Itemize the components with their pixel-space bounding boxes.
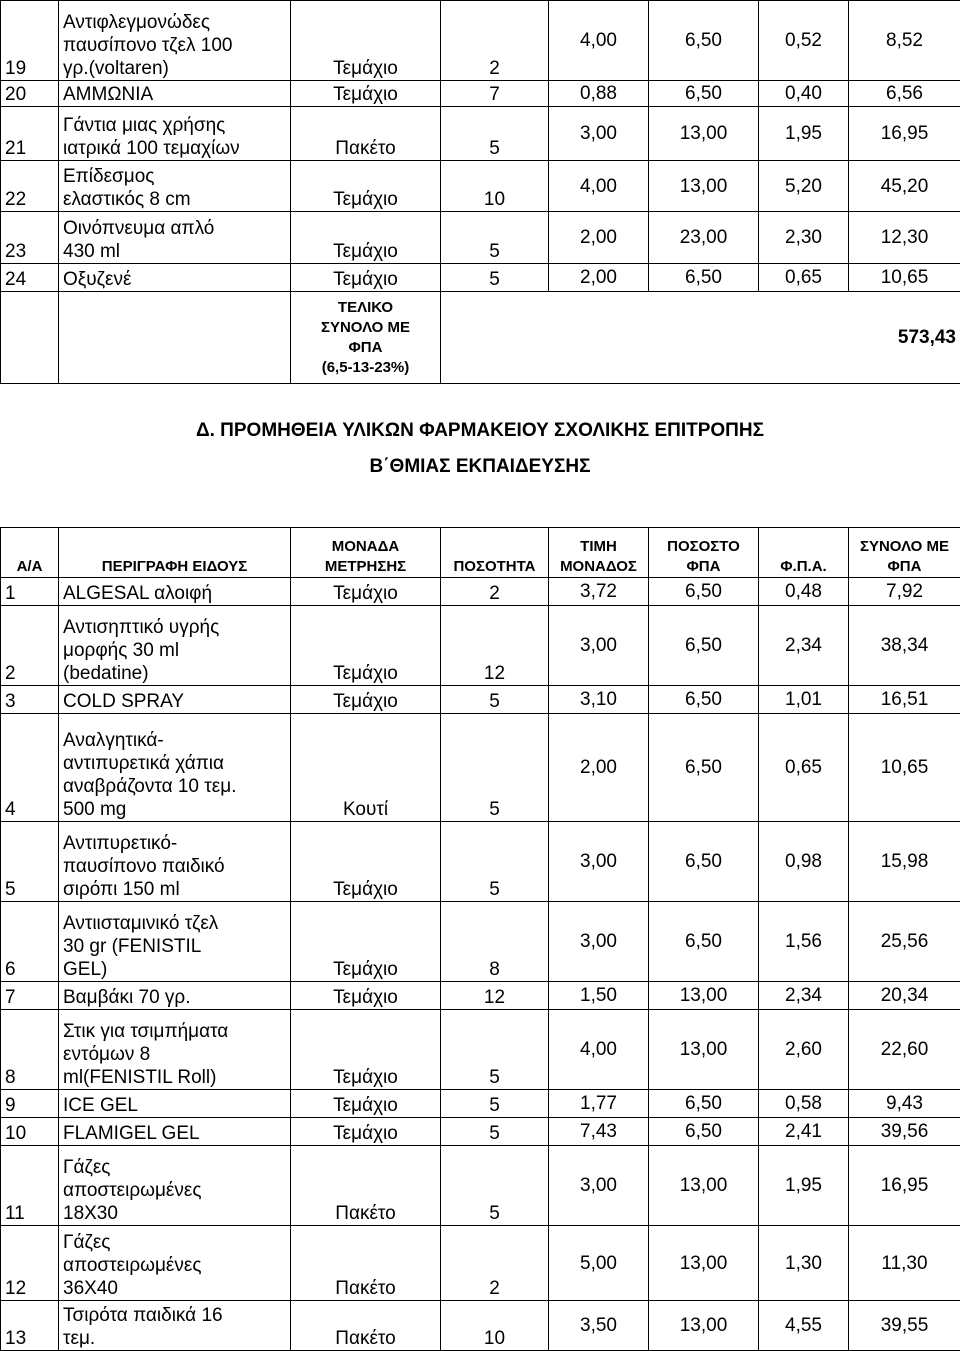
table-row (1, 822, 960, 902)
vat-percent: 13,00 (649, 107, 759, 161)
vat-amount: 5,20 (759, 161, 849, 212)
unit-price: 2,00 (549, 714, 649, 822)
vat-amount: 0,48 (759, 578, 849, 606)
empty-cell (59, 292, 291, 384)
unit-price: 3,00 (549, 1146, 649, 1226)
school-committee-pharmacy-table (0, 527, 960, 1351)
vat-percent: 6,50 (649, 264, 759, 292)
unit-price: 4,00 (549, 1010, 649, 1090)
quantity: 2 (441, 1226, 549, 1301)
table2-header-row (1, 528, 960, 578)
row-number: 2 (1, 606, 59, 686)
unit-of-measure: Τεμάχιο (291, 161, 441, 212)
vat-amount: 2,34 (759, 982, 849, 1010)
quantity: 5 (441, 1010, 549, 1090)
quantity: 5 (441, 264, 549, 292)
table-row (1, 1118, 960, 1146)
vat-amount: 0,52 (759, 1, 849, 81)
row-number: 21 (1, 107, 59, 161)
unit-of-measure: Τεμάχιο (291, 1090, 441, 1118)
quantity: 12 (441, 606, 549, 686)
table-row (1, 81, 960, 107)
item-description: Αντιισταμινικό τζελ 30 gr (FENISTIL GEL) (59, 902, 291, 982)
unit-of-measure: Τεμάχιο (291, 1, 441, 81)
vat-percent: 6,50 (649, 902, 759, 982)
vat-percent: 6,50 (649, 822, 759, 902)
item-description: ICE GEL (59, 1090, 291, 1118)
row-number: 22 (1, 161, 59, 212)
table-row (1, 982, 960, 1010)
row-number: 24 (1, 264, 59, 292)
total-with-vat: 22,60 (849, 1010, 960, 1090)
quantity: 5 (441, 822, 549, 902)
quantity: 12 (441, 982, 549, 1010)
vat-amount: 0,98 (759, 822, 849, 902)
unit-price: 4,00 (549, 161, 649, 212)
table-row (1, 1090, 960, 1118)
total-with-vat: 38,34 (849, 606, 960, 686)
quantity: 7 (441, 81, 549, 107)
vat-percent: 13,00 (649, 1146, 759, 1226)
table-row (1, 264, 960, 292)
quantity: 10 (441, 1301, 549, 1351)
vat-amount: 2,34 (759, 606, 849, 686)
vat-amount: 1,95 (759, 107, 849, 161)
table-row (1, 686, 960, 714)
unit-of-measure: Τεμάχιο (291, 902, 441, 982)
quantity: 2 (441, 1, 549, 81)
table-row (1, 1010, 960, 1090)
row-number: 23 (1, 212, 59, 264)
row-number: 13 (1, 1301, 59, 1351)
item-description: Γάντια μιας χρήσης ιατρικά 100 τεμαχίων (59, 107, 291, 161)
vat-percent: 13,00 (649, 1226, 759, 1301)
vat-amount: 1,56 (759, 902, 849, 982)
table-row (1, 107, 960, 161)
quantity: 5 (441, 1090, 549, 1118)
quantity: 5 (441, 107, 549, 161)
vat-percent: 13,00 (649, 1010, 759, 1090)
row-number: 7 (1, 982, 59, 1010)
unit-price: 3,50 (549, 1301, 649, 1351)
item-description: Στικ για τσιμπήματα εντόμων 8 ml(FENISTIL Roll) (59, 1010, 291, 1090)
header-qty: ΠΟΣΟΤΗΤΑ (441, 528, 549, 578)
total-with-vat: 15,98 (849, 822, 960, 902)
vat-percent: 6,50 (649, 81, 759, 107)
unit-of-measure: Τεμάχιο (291, 212, 441, 264)
table1-body (1, 1, 960, 384)
grand-total-value: 573,43 (849, 292, 960, 384)
total-with-vat: 25,56 (849, 902, 960, 982)
quantity: 5 (441, 1146, 549, 1226)
item-description: Οινόπνευμα απλό 430 ml (59, 212, 291, 264)
vat-amount: 0,58 (759, 1090, 849, 1118)
unit-price: 3,00 (549, 902, 649, 982)
total-with-vat: 16,51 (849, 686, 960, 714)
item-description: Τσιρότα παιδικά 16 τεμ. (59, 1301, 291, 1351)
unit-price: 1,77 (549, 1090, 649, 1118)
total-with-vat: 9,43 (849, 1090, 960, 1118)
unit-of-measure: Πακέτο (291, 1226, 441, 1301)
unit-price: 3,00 (549, 606, 649, 686)
total-with-vat: 39,55 (849, 1301, 960, 1351)
unit-of-measure: Τεμάχιο (291, 1010, 441, 1090)
total-with-vat: 12,30 (849, 212, 960, 264)
quantity: 8 (441, 902, 549, 982)
unit-price: 3,00 (549, 822, 649, 902)
unit-of-measure: Πακέτο (291, 107, 441, 161)
row-number: 20 (1, 81, 59, 107)
quantity: 5 (441, 714, 549, 822)
unit-of-measure: Τεμάχιο (291, 81, 441, 107)
item-description: Οξυζενέ (59, 264, 291, 292)
vat-amount: 2,41 (759, 1118, 849, 1146)
table-row (1, 212, 960, 264)
vat-percent: 6,50 (649, 714, 759, 822)
item-description: COLD SPRAY (59, 686, 291, 714)
item-description: Γάζες αποστειρωμένες 18Χ30 (59, 1146, 291, 1226)
table-row (1, 714, 960, 822)
unit-price: 3,00 (549, 107, 649, 161)
quantity: 2 (441, 578, 549, 606)
row-number: 5 (1, 822, 59, 902)
unit-price: 3,10 (549, 686, 649, 714)
vat-amount: 0,40 (759, 81, 849, 107)
header-no: Α/Α (1, 528, 59, 578)
table-row (1, 578, 960, 606)
row-number: 9 (1, 1090, 59, 1118)
total-with-vat: 10,65 (849, 714, 960, 822)
total-with-vat: 10,65 (849, 264, 960, 292)
item-description: Γάζες αποστειρωμένες 36Χ40 (59, 1226, 291, 1301)
vat-percent: 6,50 (649, 686, 759, 714)
total-with-vat: 7,92 (849, 578, 960, 606)
total-with-vat: 6,56 (849, 81, 960, 107)
header-unit: ΜΟΝΑΔΑ ΜΕΤΡΗΣΗΣ (291, 528, 441, 578)
row-number: 19 (1, 1, 59, 81)
unit-of-measure: Τεμάχιο (291, 822, 441, 902)
quantity: 10 (441, 161, 549, 212)
unit-price: 7,43 (549, 1118, 649, 1146)
vat-percent: 6,50 (649, 606, 759, 686)
empty-cell (1, 292, 59, 384)
vat-percent: 6,50 (649, 1090, 759, 1118)
item-description: Αναλγητικά- αντιπυρετικά χάπια αναβράζοντα 10 τεμ. 500 mg (59, 714, 291, 822)
total-with-vat: 8,52 (849, 1, 960, 81)
item-description: ΑΜΜΩΝΙΑ (59, 81, 291, 107)
grand-total-label: ΤΕΛΙΚΟ ΣΥΝΟΛΟ ΜΕ ΦΠΑ (6,5-13-23%) (291, 292, 441, 384)
row-number: 10 (1, 1118, 59, 1146)
vat-percent: 6,50 (649, 1118, 759, 1146)
unit-price: 0,88 (549, 81, 649, 107)
table-row (1, 902, 960, 982)
vat-amount: 1,30 (759, 1226, 849, 1301)
section-title-line2: Β΄ΘΜΙΑΣ ΕΚΠΑΙΔΕΥΣΗΣ (0, 456, 960, 478)
quantity: 5 (441, 686, 549, 714)
vat-amount: 1,01 (759, 686, 849, 714)
unit-of-measure: Τεμάχιο (291, 982, 441, 1010)
header-desc: ΠΕΡΙΓΡΑΦΗ ΕΙΔΟΥΣ (59, 528, 291, 578)
row-number: 4 (1, 714, 59, 822)
unit-of-measure: Κουτί (291, 714, 441, 822)
section-title (0, 420, 960, 478)
total-with-vat: 16,95 (849, 1146, 960, 1226)
item-description: Βαμβάκι 70 γρ. (59, 982, 291, 1010)
unit-price: 3,72 (549, 578, 649, 606)
item-description: Επίδεσμος ελαστικός 8 cm (59, 161, 291, 212)
vat-percent: 13,00 (649, 982, 759, 1010)
table-row (1, 161, 960, 212)
section-title-line1: Δ. ΠΡΟΜΗΘΕΙΑ ΥΛΙΚΩΝ ΦΑΡΜΑΚΕΙΟΥ ΣΧΟΛΙΚΗΣ ΕΠΙΤΡΟΠΗΣ (0, 420, 960, 442)
unit-of-measure: Πακέτο (291, 1146, 441, 1226)
vat-amount: 2,60 (759, 1010, 849, 1090)
table-row (1, 1146, 960, 1226)
empty-cell (441, 292, 849, 384)
item-description: Αντιφλεγμονώδες παυσίπονο τζελ 100 γρ.(voltaren) (59, 1, 291, 81)
vat-percent: 13,00 (649, 161, 759, 212)
table-row (1, 1, 960, 81)
total-with-vat: 16,95 (849, 107, 960, 161)
vat-amount: 2,30 (759, 212, 849, 264)
header-vat-pct: ΠΟΣΟΣΤΟ ΦΠΑ (649, 528, 759, 578)
table-row (1, 1301, 960, 1351)
vat-percent: 13,00 (649, 1301, 759, 1351)
unit-of-measure: Τεμάχιο (291, 1118, 441, 1146)
item-description: ALGESAL αλοιφή (59, 578, 291, 606)
unit-price: 2,00 (549, 212, 649, 264)
header-total: ΣΥΝΟΛΟ ΜΕ ΦΠΑ (849, 528, 960, 578)
unit-price: 1,50 (549, 982, 649, 1010)
total-with-vat: 20,34 (849, 982, 960, 1010)
row-number: 11 (1, 1146, 59, 1226)
row-number: 12 (1, 1226, 59, 1301)
quantity: 5 (441, 212, 549, 264)
quantity: 5 (441, 1118, 549, 1146)
row-number: 3 (1, 686, 59, 714)
table-row (1, 1226, 960, 1301)
total-with-vat: 39,56 (849, 1118, 960, 1146)
vat-amount: 4,55 (759, 1301, 849, 1351)
header-vat: Φ.Π.Α. (759, 528, 849, 578)
unit-price: 5,00 (549, 1226, 649, 1301)
item-description: Αντισηπτικό υγρής μορφής 30 ml (bedatine) (59, 606, 291, 686)
total-with-vat: 11,30 (849, 1226, 960, 1301)
row-number: 6 (1, 902, 59, 982)
row-number: 8 (1, 1010, 59, 1090)
item-description: Αντιπυρετικό- παυσίπονο παιδικό σιρόπι 150 ml (59, 822, 291, 902)
vat-percent: 23,00 (649, 212, 759, 264)
unit-of-measure: Τεμάχιο (291, 578, 441, 606)
header-price: ΤΙΜΗ ΜΟΝΑΔΟΣ (549, 528, 649, 578)
vat-amount: 0,65 (759, 714, 849, 822)
vat-amount: 0,65 (759, 264, 849, 292)
unit-of-measure: Τεμάχιο (291, 686, 441, 714)
unit-of-measure: Τεμάχιο (291, 606, 441, 686)
table2-body (1, 578, 960, 1351)
table-row (1, 606, 960, 686)
row-number: 1 (1, 578, 59, 606)
total-with-vat: 45,20 (849, 161, 960, 212)
pharmacy-items-table-continued (0, 0, 960, 384)
unit-of-measure: Τεμάχιο (291, 264, 441, 292)
vat-amount: 1,95 (759, 1146, 849, 1226)
item-description: FLAMIGEL GEL (59, 1118, 291, 1146)
unit-price: 2,00 (549, 264, 649, 292)
unit-price: 4,00 (549, 1, 649, 81)
grand-total-row (1, 292, 960, 384)
unit-of-measure: Πακέτο (291, 1301, 441, 1351)
vat-percent: 6,50 (649, 578, 759, 606)
vat-percent: 6,50 (649, 1, 759, 81)
